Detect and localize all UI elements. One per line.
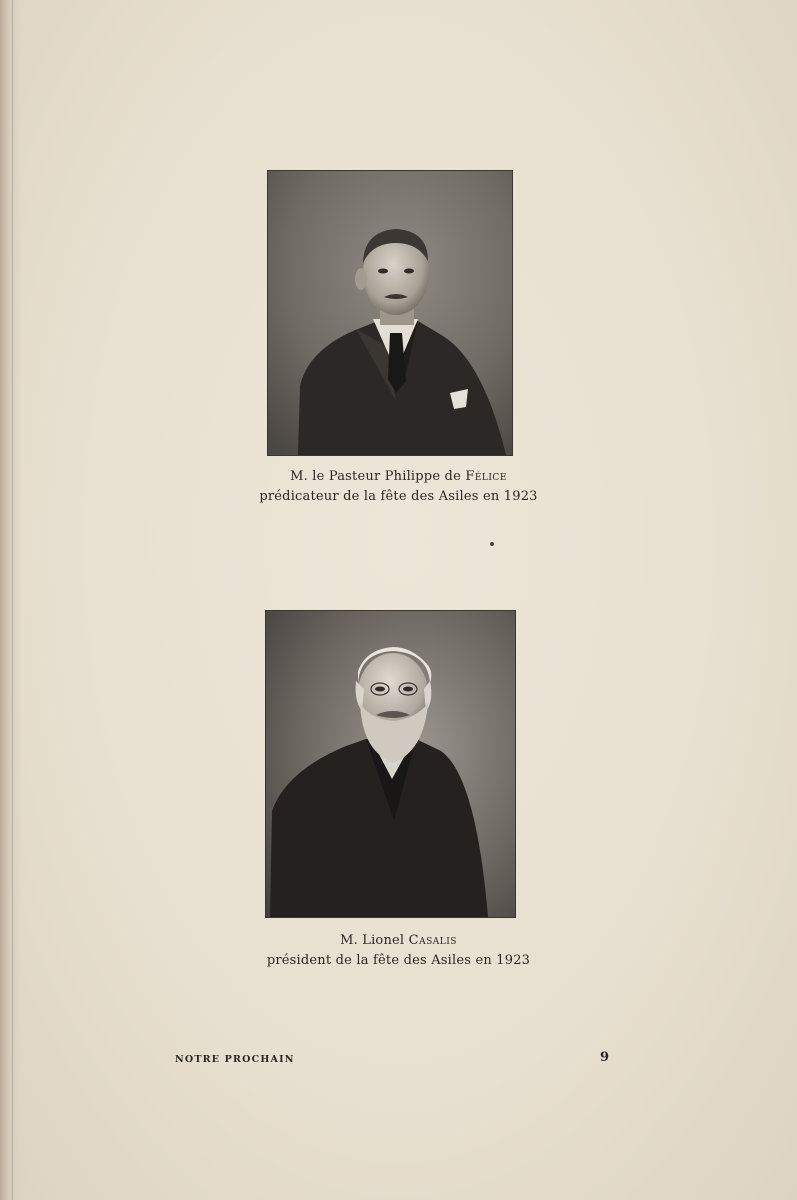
caption-felice	[0, 467, 797, 507]
portrait-photo-felice	[267, 170, 513, 456]
paper-speck	[490, 542, 494, 546]
caption-felice-line2: prédicateur de la fête des Asiles en 1923	[259, 489, 538, 504]
caption-felice-line1	[0, 467, 797, 487]
caption-casalis	[0, 931, 797, 971]
caption-casalis-prefix: M. Lionel	[340, 933, 405, 948]
caption-felice-prefix: M. le Pasteur Philippe de	[290, 469, 461, 484]
caption-felice-name: Félice	[465, 469, 507, 484]
footer-publication-name: NOTRE PROCHAIN	[175, 1054, 295, 1065]
caption-casalis-line2: président de la fête des Asiles en 1923	[266, 953, 531, 968]
portrait-photo-casalis	[265, 610, 516, 918]
binding-gutter-shadow	[0, 0, 22, 1200]
caption-casalis-line1	[0, 931, 797, 951]
caption-casalis-name: Casalis	[408, 933, 457, 948]
footer-page-number: 9	[600, 1050, 610, 1065]
binding-gutter-line	[12, 0, 13, 1200]
